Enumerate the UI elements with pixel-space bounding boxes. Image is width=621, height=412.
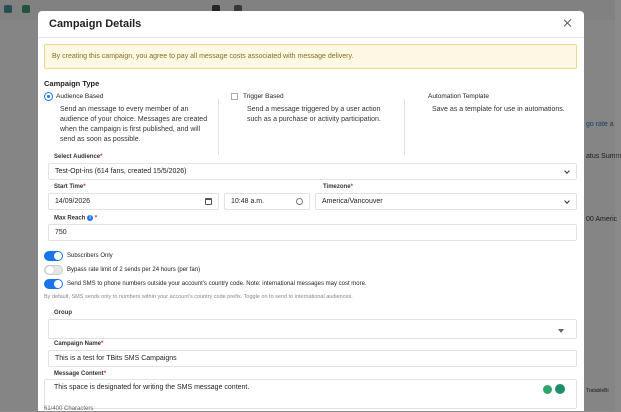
timezone-dropdown[interactable] [315,193,577,210]
background-text: atus Summ [586,153,621,160]
option-label: Audience Based [56,93,104,100]
option-label: Trigger Based [243,93,284,100]
group-label: Group [54,310,72,316]
campaign-name-label: Campaign Name* [54,341,104,347]
toggle-knob [46,266,54,274]
calendar-icon[interactable] [205,198,212,205]
close-icon[interactable] [562,18,574,30]
grammar-assist-icon[interactable] [555,384,565,394]
bypass-rate-limit-label: Bypass rate limit of 2 sends per 24 hours (per fan) [67,267,201,273]
toggle-knob [54,280,62,288]
message-content-label: Message Content* [54,371,107,377]
modal-header [38,11,584,38]
select-audience-value: Test-Opt-ins (614 fans, created 15/5/2026) [55,168,187,175]
campaign-type-title: Campaign Type [44,79,100,88]
international-sms-label: Send SMS to phone numbers outside your account's country code. Note: international messages may cost more. [67,281,367,287]
option-description: Send a message triggered by a user action such as a purchase or activity participation. [247,106,381,123]
start-date-input[interactable] [48,193,219,210]
cost-notice: By creating this campaign, you agree to pay all message costs associated with message delivery. [44,44,577,69]
message-content-value: This space is designated for writing the SMS message content. [54,384,250,391]
option-label: Automation Template [428,93,489,100]
divider [404,99,405,155]
radio-audience-based[interactable] [44,92,53,101]
background-text: 00 Americ [586,216,618,223]
subscribers-only-toggle[interactable] [44,251,63,261]
start-time-label: Start Time* [54,184,86,190]
modal-title: Campaign Details [49,18,142,30]
bypass-rate-limit-toggle[interactable] [44,265,63,275]
checkbox-trigger-based[interactable] [231,93,238,100]
location-pin-icon[interactable] [543,385,552,394]
info-icon[interactable]: i [87,215,93,221]
international-sms-toggle[interactable] [44,279,63,289]
timezone-label: Timezone* [323,184,353,190]
clock-icon[interactable] [296,198,303,205]
option-description: Send an message to every member of an audience of your choice. Messages are created when the campaign is first published, and will send as soon as possible. [60,106,208,143]
max-reach-value: 750 [55,229,67,236]
chevron-down-icon [564,198,570,204]
caret-down-icon [558,329,564,336]
character-counter: 61/400 Characters [44,406,94,412]
divider [218,99,219,155]
max-reach-label: Max Reach i * [54,215,98,222]
international-sms-hint: By default, SMS sends only to numbers within your account's country code prefix. Toggle on to send to international audiences. [44,294,353,300]
select-audience-dropdown[interactable] [48,163,577,180]
group-dropdown[interactable] [48,319,577,339]
campaign-name-input[interactable] [48,350,577,367]
start-date-value: 14/09/2026 [55,198,91,205]
message-content-textarea[interactable] [44,379,577,409]
chevron-down-icon [564,168,570,174]
campaign-name-value: This is a test for TBits SMS Campaigns [55,355,177,362]
subscribers-only-label: Subscribers Only [67,253,113,259]
background-link: go rate a [586,121,614,128]
start-time-input[interactable] [224,193,310,210]
option-description: Save as a template for use in automations. [432,106,565,113]
toggle-knob [54,252,62,260]
campaign-details-modal [38,11,584,411]
start-time-value: 10:48 a.m. [231,198,265,205]
max-reach-input[interactable] [48,224,577,241]
timezone-value: America/Vancouver [322,198,383,205]
background-text: TratableBi [586,388,609,394]
select-audience-label: Select Audience* [54,154,103,160]
